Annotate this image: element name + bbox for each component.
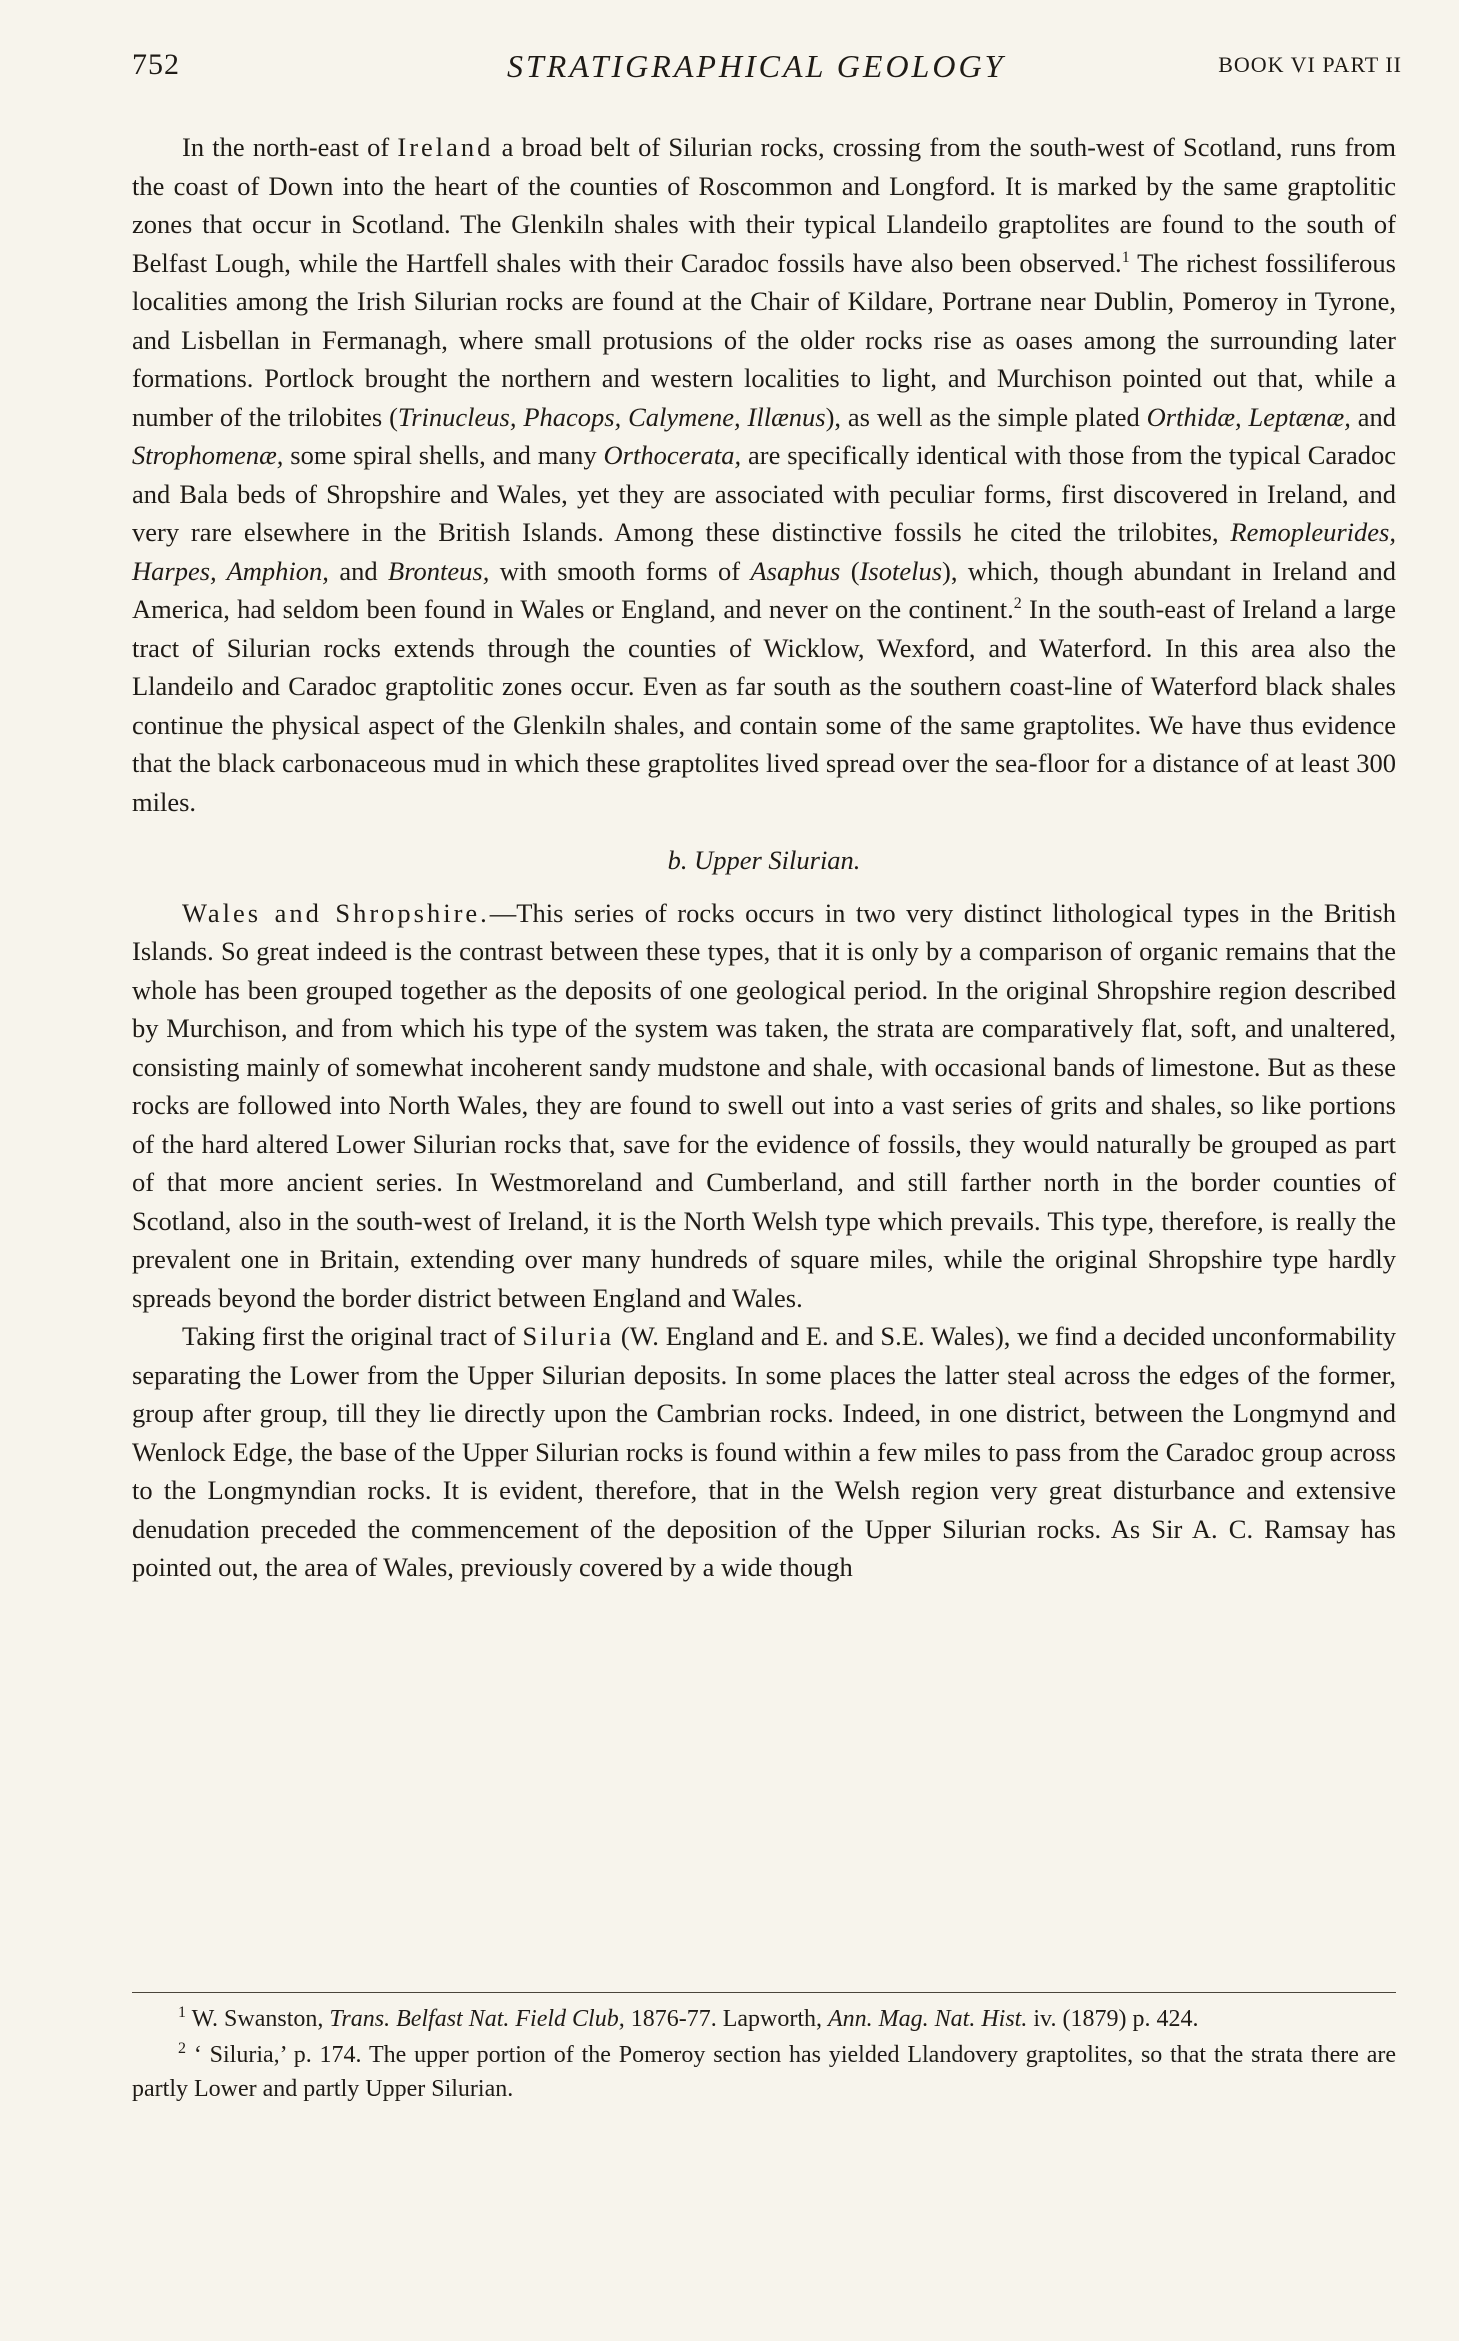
page-number: 752 — [132, 48, 180, 81]
paragraph-wales-shropshire: Wales and Shropshire.—This series of rocks occurs in two very distinct lithological types in the British Islands. So great indeed is the contrast between these types, that it is only by a comparison of organic remains that the whole has been grouped together as the deposits of one geological period. In the original Shropshire region described by Murchison, and from which his type of the system was taken, the strata are comparatively flat, soft, and unaltered, consisting mainly of somewhat incoherent sandy mudstone and shale, with occasional bands of limestone. But as these rocks are followed into North Wales, they are found to swell out into a vast series of grits and shales, so like portions of the hard altered Lower Silurian rocks that, save for the evidence of fossils, they would naturally be grouped as part of that more ancient series. In Westmoreland and Cumberland, and still farther north in the border counties of Scotland, also in the south-west of Ireland, it is the North Welsh type which prevails. This type, therefore, is really the prevalent one in Britain, extending over many hundreds of square miles, while the original Shropshire type hardly spreads beyond the border district between England and Wales. — [132, 897, 1396, 1313]
page-header — [132, 48, 1402, 88]
running-title: STRATIGRAPHICAL GEOLOGY — [507, 48, 1006, 84]
emphasized-place-name: Ireland — [397, 132, 494, 162]
italic-genera: Trinucleus, Phacops, Calymene, Illænus — [397, 401, 826, 432]
footnote-ref-2[interactable]: 2 — [1013, 595, 1022, 613]
footnote-divider — [132, 1992, 1396, 1993]
footnotes — [132, 2002, 1396, 2108]
main-text — [132, 128, 1396, 1587]
footnote-2: $^2$ ‘ Siluria,’ p. 174. The upper portion of the Pomeroy section has yielded Llandovery graptolites, so that the strata there are partly Lower and partly Upper Silurian. — [132, 2040, 1396, 2102]
paragraph-lead: Wales and Shropshire. — [182, 897, 490, 928]
section-heading: b. Upper Silurian. — [667, 845, 861, 875]
paragraph-siluria: Taking first the original tract of Siluria (W. England and E. and S.E. Wales), we find a decided unconformability separating the Lower from the Upper Silurian deposits. In some places the latter steal across the edges of the former, group after group, till they lie directly upon the Cambrian rocks. Indeed, in one district, between the Longmynd and Wenlock Edge, the base of the Upper Silurian rocks is found within a few miles to pass from the Caradoc group across to the Longmyndian rocks. It is evident, therefore, that in the Welsh region very great disturbance and extensive denudation preceded the commencement of the deposition of the Upper Silurian rocks. As Sir A. C. Ramsay has pointed out, the area of Wales, previously covered by a wide though — [132, 1321, 1396, 1582]
footnote-1: $^1$ W. Swanston, Trans. Belfast Nat. Field Club, 1876-77. Lapworth, Ann. Mag. Nat. Hist. iv. (1879) p. 424. — [178, 2004, 1199, 2032]
footnote-ref-1[interactable]: 1 — [1121, 248, 1130, 266]
book-part-label: BOOK VI PART II — [1218, 52, 1402, 77]
paragraph-ireland: In the north-east of Ireland a broad belt of Silurian rocks, crossing from the south-west of Scotland, runs from the coast of Down into the heart of the counties of Roscommon and Longford. It is marked by the same graptolitic zones that occur in Scotland. The Glenkiln shales with their typical Llandeilo graptolites are found to the south of Belfast Lough, while the Hartfell shales with their Caradoc fossils have also been observed.$^1$ The richest fossiliferous localities among the Irish Silurian rocks are found at the Chair of Kildare, Portrane near Dublin, Pomeroy in Tyrone, and Lisbellan in Fermanagh, where small protusions of the older rocks rise as oases among the surrounding later formations. Portlock brought the northern and western localities to light, and Murchison pointed out that, while a number of the trilobites (Trinucleus, Phacops, Calymene, Illænus), as well as the simple plated Orthidæ, Leptænæ, and Strophomenæ, some spiral shells, and many Orthocerata, are specifically identical with those from the typical Caradoc and Bala beds of Shropshire and Wales, yet they are associated with peculiar forms, first discovered in Ireland, and very rare elsewhere in the British Islands. Among these distinctive fossils he cited the trilobites, Remopleurides, Harpes, Amphion, and Bronteus, with smooth forms of Asaphus (Isotelus), which, though abundant in Ireland and America, had seldom been found in Wales or England, and never on the continent.$^2$ In the south-east of Ireland a large tract of Silurian rocks extends through the counties of Wicklow, Wexford, and Waterford. In this area also the Llandeilo and Caradoc graptolitic zones occur. Even as far south as the southern coast-line of Waterford black shales continue the physical aspect of the Glenkiln shales, and contain some of the same graptolites. We have thus evidence that the black carbonaceous mud in which these graptolites lived spread over the sea-floor for a distance of at least 300 miles. — [132, 132, 1397, 817]
emphasized-region-name: Siluria — [522, 1321, 615, 1351]
